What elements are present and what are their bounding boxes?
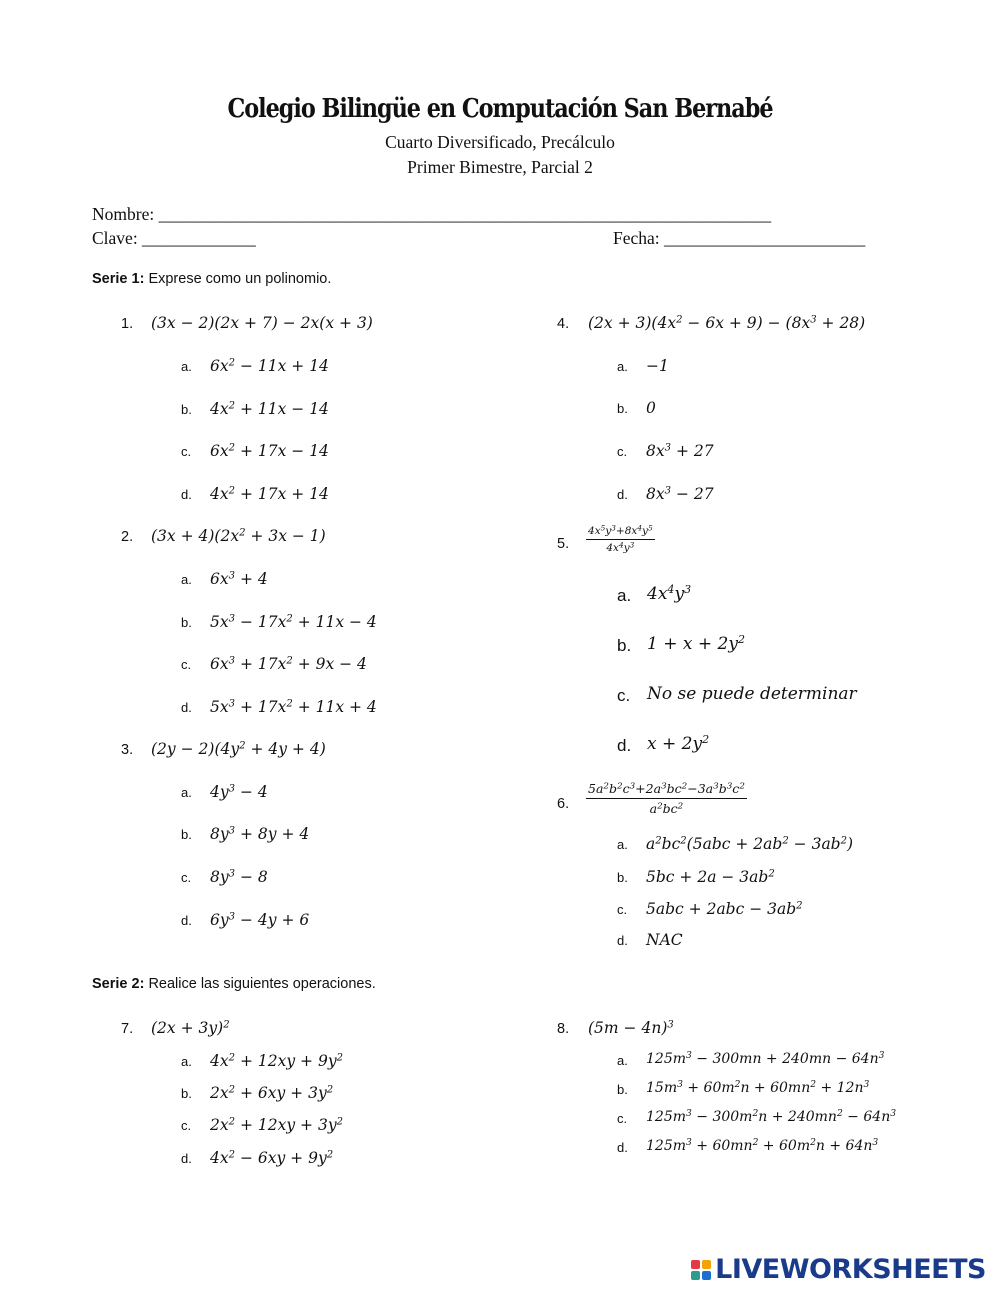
question-expression: $(3x + 4)(2x^2 + 3x - 1)$ (151, 527, 326, 545)
option-label: a. (617, 1053, 628, 1068)
option-5b[interactable]: $1 + x + 2y^2$ (647, 632, 745, 654)
exam-subtitle: Primer Bimestre, Parcial 2 (407, 157, 593, 177)
course-subtitle: Cuarto Diversificado, Precálculo (385, 132, 615, 152)
option-2b[interactable]: $5x^3 - 17x^2 + 11x - 4$ (210, 613, 377, 631)
option-8d[interactable]: $125m^3 + 60mn^2 + 60m^2n + 64n^3$ (646, 1138, 879, 1154)
option-label: a. (617, 359, 628, 374)
option-7a[interactable]: $4x^2 + 12xy + 9y^2$ (210, 1052, 343, 1070)
option-7c[interactable]: $2x^2 + 12xy + 3y^2$ (210, 1116, 343, 1134)
option-3d[interactable]: $6y^3 - 4y + 6$ (210, 911, 310, 929)
option-1d[interactable]: $4x^2 + 17x + 14$ (210, 485, 329, 503)
option-label: d. (181, 487, 192, 502)
option-4d[interactable]: $8x^3 - 27$ (646, 485, 714, 503)
option-label: c. (181, 444, 192, 459)
clave-field[interactable]: Clave: _____________ (92, 228, 256, 248)
option-label: c. (617, 444, 628, 459)
option-label: c. (617, 902, 628, 917)
option-label: d. (181, 913, 192, 928)
option-4a[interactable]: −1 (646, 357, 669, 375)
option-label: d. (617, 933, 628, 948)
option-label: d. (181, 700, 192, 715)
option-label: a. (617, 837, 628, 852)
fraction-denominator: $a^2bc^2$ (649, 801, 684, 816)
option-4c[interactable]: $8x^3 + 27$ (646, 442, 714, 460)
serie-1-label: Serie 1: (92, 271, 145, 287)
option-label: c. (181, 870, 192, 885)
option-label: b. (181, 1086, 192, 1101)
option-6c[interactable]: $5abc + 2abc - 3ab^2$ (646, 900, 803, 918)
option-5c[interactable]: No se puede determinar (647, 684, 857, 704)
question-expression: $(2x + 3)(4x^2 - 6x + 9) - (8x^3 + 28)$ (588, 314, 866, 332)
option-8b[interactable]: $15m^3 + 60m^2n + 60mn^2 + 12n^3$ (646, 1080, 870, 1096)
option-8a[interactable]: $125m^3 - 300mn + 240mn - 64n^3$ (646, 1051, 885, 1067)
option-label: d. (617, 736, 632, 755)
question-fraction (586, 781, 747, 816)
question-number: 6. (557, 796, 570, 812)
option-label: b. (617, 636, 632, 655)
option-1c[interactable]: $6x^2 + 17x - 14$ (210, 442, 329, 460)
option-2c[interactable]: $6x^3 + 17x^2 + 9x - 4$ (210, 655, 367, 673)
option-2d[interactable]: $5x^3 + 17x^2 + 11x + 4$ (210, 698, 377, 716)
fraction-denominator: $4x^4y^3$ (606, 540, 635, 554)
fraction-numerator: $4x^5y^3+8x^4y^5$ (586, 525, 655, 540)
question-number: 8. (557, 1021, 570, 1037)
option-8c[interactable]: $125m^3 - 300m^2n + 240mn^2 - 64n^3$ (646, 1109, 897, 1125)
question-number: 1. (121, 316, 134, 332)
logo-text: LIVEWORKSHEETS (715, 1254, 986, 1285)
question-expression: (3x − 2)(2x + 7) − 2x(x + 3) (151, 314, 373, 332)
option-label: d. (617, 487, 628, 502)
option-label: a. (181, 1054, 192, 1069)
option-7b[interactable]: $2x^2 + 6xy + 3y^2$ (210, 1084, 334, 1102)
option-6a[interactable]: $a^2bc^2(5abc + 2ab^2 - 3ab^2)$ (646, 835, 854, 853)
question-expression: $(2y - 2)(4y^2 + 4y + 4)$ (151, 740, 326, 758)
option-label: b. (181, 615, 192, 630)
logo-square (702, 1271, 711, 1280)
question-number: 7. (121, 1021, 134, 1037)
option-label: b. (617, 1082, 628, 1097)
option-5a[interactable]: $4x^4y^3$ (647, 582, 692, 604)
fraction-numerator: $5a^2b^2c^3+2a^3bc^2-3a^3b^3c^2$ (586, 781, 747, 799)
option-label: d. (617, 1140, 628, 1155)
option-label: b. (617, 870, 628, 885)
option-4b[interactable]: 0 (646, 399, 656, 417)
school-title: Colegio Bilingüe en Computación San Bernabé (227, 94, 773, 124)
option-label: a. (181, 359, 192, 374)
logo-square (702, 1260, 711, 1269)
option-label: a. (617, 586, 632, 605)
option-6b[interactable]: $5bc + 2a - 3ab^2$ (646, 868, 775, 886)
option-5d[interactable]: $x + 2y^2$ (647, 732, 710, 754)
option-label: c. (181, 1118, 192, 1133)
serie-2-label: Serie 2: (92, 976, 145, 992)
serie-1-heading (92, 271, 331, 287)
question-number: 4. (557, 316, 570, 332)
option-label: b. (181, 827, 192, 842)
option-label: a. (181, 785, 192, 800)
option-3a[interactable]: $4y^3 - 4$ (210, 783, 268, 801)
option-1a[interactable]: $6x^2 - 11x + 14$ (210, 357, 329, 375)
liveworksheets-logo[interactable] (691, 1254, 986, 1285)
logo-square (691, 1271, 700, 1280)
option-3b[interactable]: $8y^3 + 8y + 4$ (210, 825, 310, 843)
option-label: a. (181, 572, 192, 587)
nombre-field[interactable]: Nombre: ______________________________________________________________________ (92, 204, 772, 224)
option-label: c. (617, 686, 631, 705)
question-expression: $(2x + 3y)^2$ (151, 1019, 230, 1037)
logo-squares-icon (691, 1260, 711, 1280)
question-expression: $(5m - 4n)^3$ (588, 1019, 674, 1037)
question-number: 2. (121, 529, 134, 545)
option-label: c. (181, 657, 192, 672)
option-7d[interactable]: $4x^2 - 6xy + 9y^2$ (210, 1149, 334, 1167)
option-label: c. (617, 1111, 628, 1126)
question-fraction (586, 525, 655, 554)
logo-square (691, 1260, 700, 1269)
serie-1-instruction: Exprese como un polinomio. (148, 271, 332, 287)
serie-2-instruction: Realice las siguientes operaciones. (148, 976, 376, 992)
option-label: b. (617, 401, 628, 416)
fecha-field[interactable]: Fecha: _______________________ (613, 228, 866, 248)
question-number: 5. (557, 536, 570, 552)
option-1b[interactable]: $4x^2 + 11x - 14$ (210, 400, 329, 418)
option-3c[interactable]: $8y^3 - 8$ (210, 868, 268, 886)
option-2a[interactable]: $6x^3 + 4$ (210, 570, 268, 588)
serie-2-heading (92, 976, 376, 992)
option-label: b. (181, 402, 192, 417)
option-6d[interactable]: NAC (646, 931, 683, 949)
question-number: 3. (121, 742, 134, 758)
option-label: d. (181, 1151, 192, 1166)
